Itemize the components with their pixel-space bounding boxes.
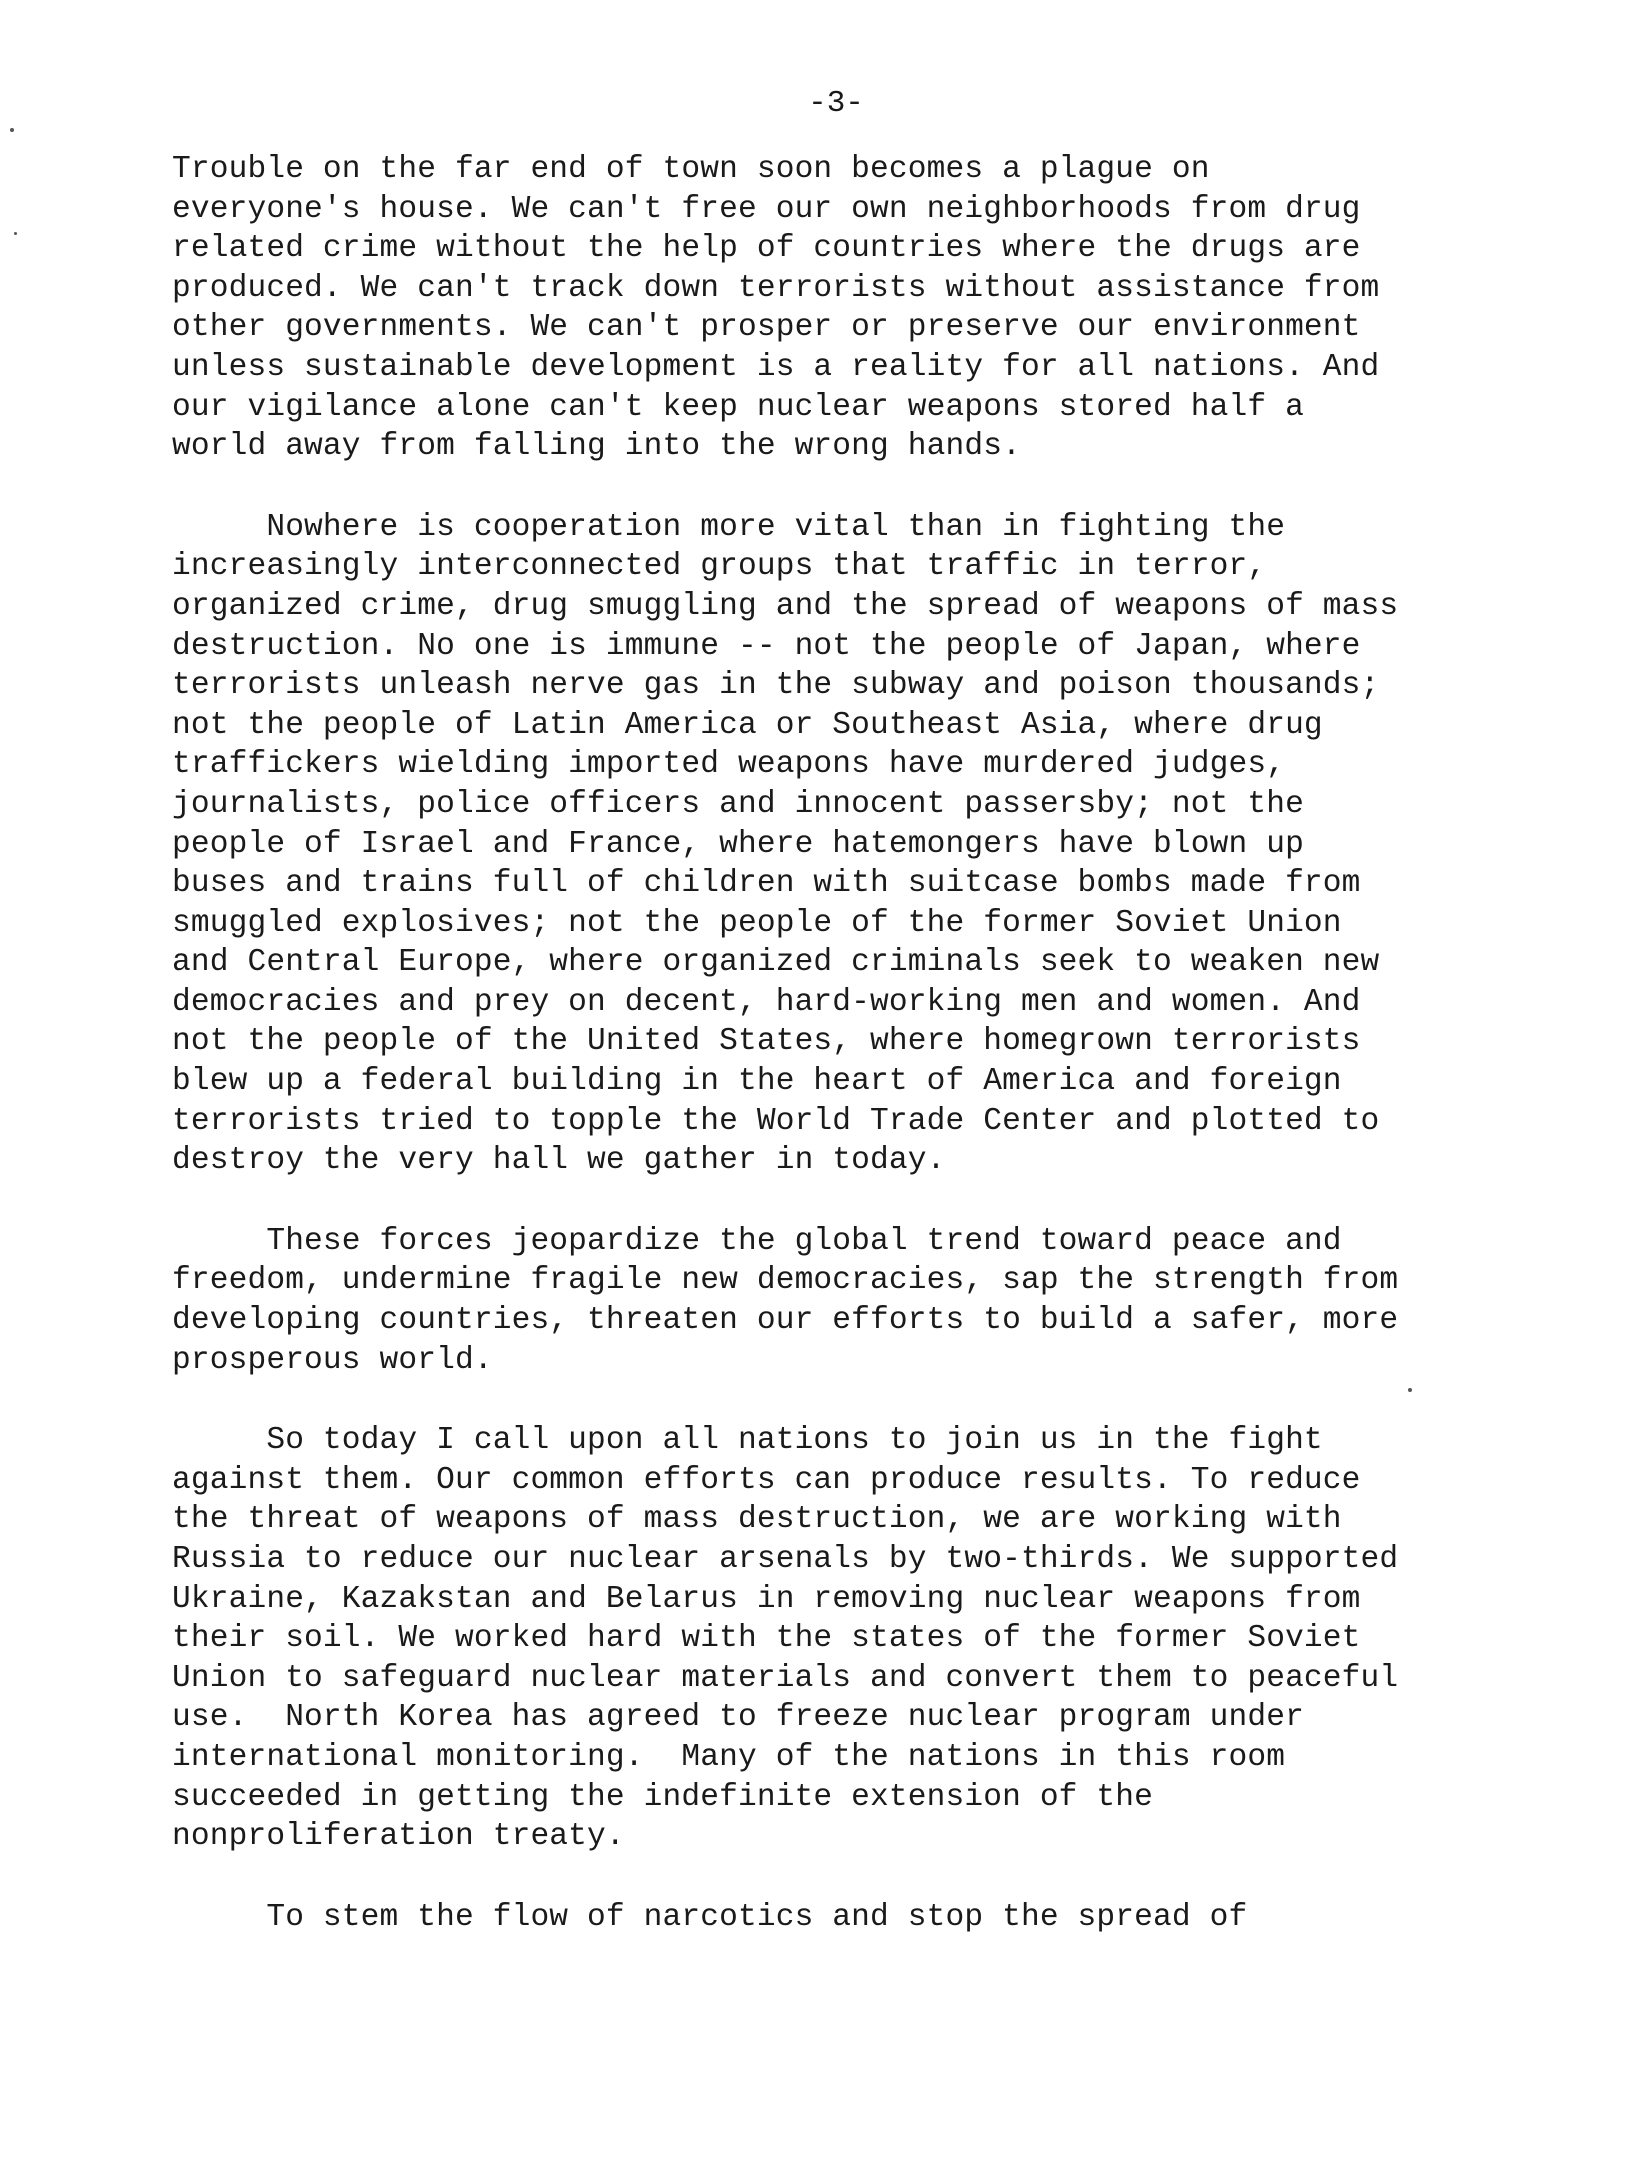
text-line: against them. Our common efforts can produce results. To reduce: [172, 1462, 1361, 1498]
text-line: journalists, police officers and innocent passersby; not the: [172, 786, 1304, 822]
text-line: terrorists tried to topple the World Trade Center and plotted to: [172, 1103, 1380, 1139]
text-line: Union to safeguard nuclear materials and convert them to peaceful: [172, 1660, 1399, 1696]
text-line: traffickers wielding imported weapons have murdered judges,: [172, 747, 1286, 783]
text-line: destruction. No one is immune -- not the people of Japan, where: [172, 628, 1361, 664]
text-line: increasingly interconnected groups that traffic in terror,: [172, 549, 1267, 585]
text-line: smuggled explosives; not the people of the former Soviet Union: [172, 905, 1342, 941]
text-line: world away from falling into the wrong hands.: [172, 429, 1021, 465]
text-line: the threat of weapons of mass destruction, we are working with: [172, 1502, 1342, 1538]
text-line: international monitoring. Many of the nations in this room: [172, 1739, 1286, 1775]
text-line: These forces jeopardize the global trend toward peace and: [172, 1223, 1342, 1259]
text-line: freedom, undermine fragile new democracies, sap the strength from: [172, 1263, 1399, 1299]
scan-speck: [14, 232, 17, 235]
text-line: blew up a federal building in the heart of America and foreign: [172, 1064, 1342, 1100]
paragraph-5: [172, 1898, 1482, 1938]
text-line: nonproliferation treaty.: [172, 1819, 625, 1855]
text-line: everyone's house. We can't free our own neighborhoods from drug: [172, 191, 1361, 227]
text-line: produced. We can't track down terrorists without assistance from: [172, 270, 1380, 306]
scan-speck: [10, 128, 14, 132]
paragraph-2: [172, 508, 1482, 1181]
text-line: not the people of Latin America or Southeast Asia, where drug: [172, 707, 1323, 743]
paragraph-1: [172, 150, 1482, 467]
text-line: organized crime, drug smuggling and the spread of weapons of mass: [172, 588, 1399, 624]
text-line: destroy the very hall we gather in today.: [172, 1143, 946, 1179]
body-text: [172, 150, 1482, 1978]
text-line: other governments. We can't prosper or preserve our environment: [172, 310, 1361, 346]
paragraph-3: [172, 1222, 1482, 1380]
text-line: use. North Korea has agreed to freeze nuclear program under: [172, 1700, 1304, 1736]
text-line: buses and trains full of children with suitcase bombs made from: [172, 866, 1361, 902]
text-line: terrorists unleash nerve gas in the subway and poison thousands;: [172, 668, 1380, 704]
page-number: -3-: [808, 86, 864, 121]
text-line: and Central Europe, where organized criminals seek to weaken new: [172, 945, 1380, 981]
text-line: people of Israel and France, where hatemongers have blown up: [172, 826, 1304, 862]
text-line: Trouble on the far end of town soon becomes a plague on: [172, 152, 1210, 187]
text-line: Nowhere is cooperation more vital than in fighting the: [172, 509, 1286, 545]
text-line: unless sustainable development is a reality for all nations. And: [172, 349, 1380, 385]
text-line: not the people of the United States, where homegrown terrorists: [172, 1024, 1361, 1060]
text-line: related crime without the help of countries where the drugs are: [172, 231, 1361, 267]
scan-speck: [1408, 1388, 1412, 1392]
text-line: democracies and prey on decent, hard-working men and women. And: [172, 984, 1361, 1020]
text-line: So today I call upon all nations to join us in the fight: [172, 1423, 1323, 1459]
text-line: developing countries, threaten our efforts to build a safer, more: [172, 1303, 1399, 1339]
text-line: succeeded in getting the indefinite extension of the: [172, 1779, 1154, 1815]
text-line: To stem the flow of narcotics and stop the spread of: [172, 1899, 1248, 1935]
text-line: prosperous world.: [172, 1342, 493, 1378]
text-line: their soil. We worked hard with the states of the former Soviet: [172, 1621, 1361, 1657]
paragraph-4: [172, 1421, 1482, 1857]
text-line: Ukraine, Kazakstan and Belarus in removing nuclear weapons from: [172, 1581, 1361, 1617]
text-line: our vigilance alone can't keep nuclear weapons stored half a: [172, 389, 1304, 425]
text-line: Russia to reduce our nuclear arsenals by two-thirds. We supported: [172, 1542, 1399, 1577]
